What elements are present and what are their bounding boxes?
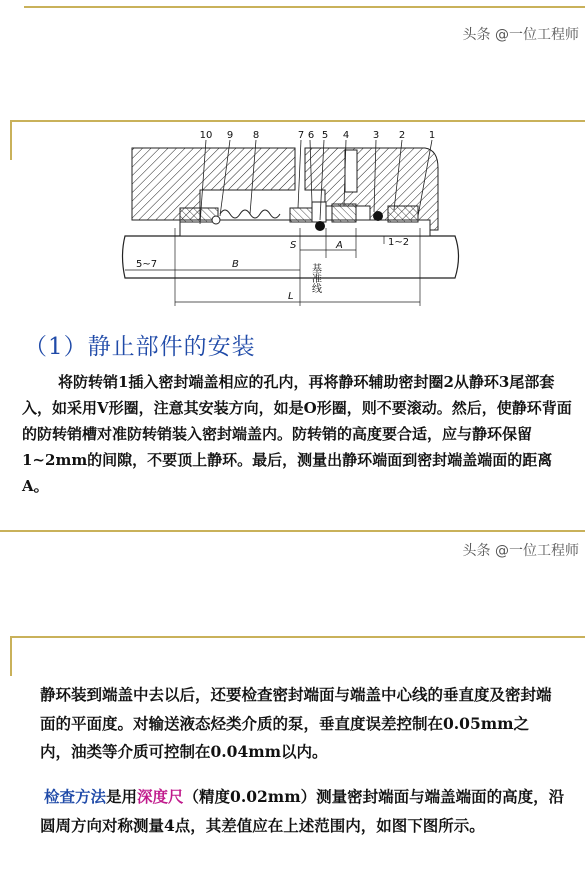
stationary-ring [332,204,356,222]
dim-L: L [288,291,294,302]
dim-S: S [290,240,297,251]
method-text-1: 是用 [106,787,138,806]
method-label: 检查方法 [44,787,107,806]
slide1-left-rule [10,120,12,160]
slide2-top-rule [10,636,585,638]
rotating-ring [312,202,326,222]
part-number-2: 2 [398,130,406,141]
slide-top-rule [24,6,585,8]
o-ring-stationary [373,211,383,221]
dim-B: B [232,259,239,270]
perpendicularity-paragraph: 静环装到端盖中去以后，还要检查密封端面与端盖中心线的垂直度及密封端面的平面度。对输送液态烃类介质的泵，垂直度误差控制在0.05mm之内，油类等介质可控制在0.04mm以内。 [40,685,552,761]
depth-gauge-term: 深度尺 [137,787,184,806]
section-title: （1）静止部件的安装 [24,334,256,360]
part-number-7: 7 [297,130,305,141]
part-number-9: 9 [226,130,234,141]
o-ring-rotating [315,221,325,231]
gland-insert [388,206,418,222]
part-number-10: 10 [199,130,213,141]
part-number-4: 4 [342,130,350,141]
pin [212,216,220,224]
datum-line-label: 基准线 [309,263,321,293]
dim-A: A [336,240,343,251]
slide2-left-rule [10,636,12,676]
push-ring [290,208,312,222]
method-text-2: （精度0.02mm）测量密封端面与端盖端面的高度，沿圆周方向对称测量4点，其差值应在上述范围内，如图下图所示。 [40,787,565,835]
watermark-2: 头条 @一位工程师 [462,543,579,559]
part-number-6: 6 [307,130,315,141]
part-number-5: 5 [321,130,329,141]
bolt-hole [345,150,357,192]
part-number-8: 8 [252,130,260,141]
dim-clearance: 1~2 [388,237,410,248]
slide1-top-rule [10,120,585,122]
watermark: 头条 @一位工程师 [462,27,579,43]
part-number-1: 1 [428,130,436,141]
static-parts-paragraph: 将防转销1插入密封端盖相应的孔内，再将静环辅助密封圈2从静环3尾部套入，如采用V形圈，注意其安装方向，如是O形圈，则不要滚动。然后，使静环背面的防转销槽对准防转销装入密封端盖内。防转销的高度要合适，应与静环保留1~2mm的间隙，不要顶上静环。最后，测量出静环端面到密封端盖端面的距离A。 [22,373,572,495]
dim-left-gap: 5~7 [136,259,158,270]
seal-assembly-figure [120,128,470,318]
part-number-3: 3 [372,130,380,141]
inspection-method-paragraph [40,783,565,840]
slide1-bottom-rule [0,530,585,532]
